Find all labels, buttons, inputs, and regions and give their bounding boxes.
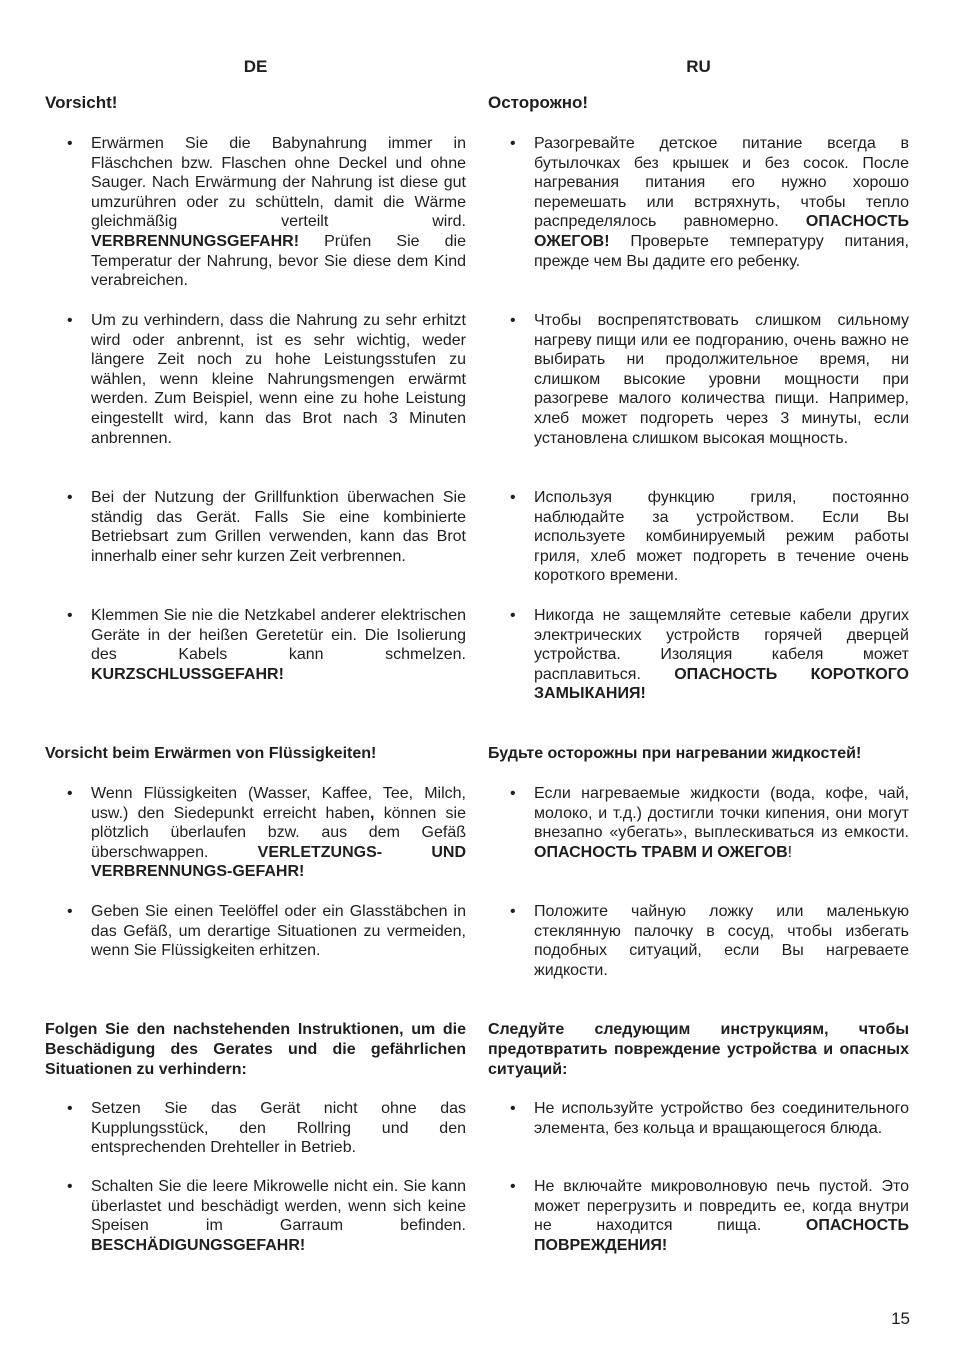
warning-heading: Vorsicht!: [45, 93, 118, 112]
danger-label: KURZSCHLUSSGEFAHR!: [91, 665, 284, 683]
bullet: •: [67, 312, 73, 329]
section-heading: Vorsicht beim Erwärmen von Flüssigkeiten!: [45, 745, 377, 762]
bullet: •: [510, 607, 516, 624]
list-item-text: Wenn Flüssigkeiten (Wasser, Kaffee, Tee, Milch, usw.) den Siedepunkt erreicht haben, können sie plötzlich überlaufen bzw. aus dem Gefäß überschwappen. VERLETZUNGS- UND VERBRENNUNGS-GEFAHR!: [91, 785, 466, 881]
bullet: •: [510, 903, 516, 920]
list-item-text: Разогревайте детское питание всегда в бутылочках без крышек и без сосок. После нагревания питания его нужно хорошо перемешать или встряхнуть, чтобы тепло распределялось равномерно. ОПАСНОСТЬ ОЖЕГОВ! Проверьте температуру питания, прежде чем Вы дадите его ребенку.: [534, 135, 909, 270]
danger-label: ОПАСНОСТЬ ПОВРЕЖДЕНИЯ!: [534, 1217, 909, 1254]
bullet: •: [67, 1100, 73, 1117]
list-item-text: Setzen Sie das Gerät nicht ohne das Kupplungsstück, den Rollring und den entsprechenden Drehteller in Betrieb.: [91, 1100, 466, 1157]
section-heading: Будьте осторожны при нагревании жидкостей!: [488, 745, 862, 762]
bullet: •: [510, 1178, 516, 1195]
danger-label: VERLETZUNGS- UND VERBRENNUNGS-GEFAHR!: [91, 843, 466, 881]
list-item-text: Положите чайную ложку или маленькую стеклянную палочку в сосуд, чтобы избегать подобных ситуаций, если Вы нагреваете жидкости.: [534, 903, 909, 979]
bullet: •: [67, 607, 73, 624]
bullet: •: [67, 489, 73, 506]
bullet: •: [510, 312, 516, 329]
bullet: •: [67, 903, 73, 920]
list-item-text: Не включайте микроволновую печь пустой. Это может перегрузить и повредить ее, когда внутри не находится пища. ОПАСНОСТЬ ПОВРЕЖДЕНИЯ!: [534, 1178, 909, 1254]
list-item-text: Schalten Sie die leere Mikrowelle nicht ein. Sie kann überlastet und beschädigt werden, wenn sich keine Speisen im Garraum befinden. BESCHÄDIGUNGSGEFAHR!: [91, 1178, 466, 1254]
list-item-text: Geben Sie einen Teelöffel oder ein Glasstäbchen in das Gefäß, um derartige Situationen zu vermeiden, wenn Sie Flüssigkeiten erhitzen.: [91, 903, 466, 960]
danger-label: ОПАСНОСТЬ ОЖЕГОВ!: [534, 213, 909, 250]
danger-label: VERBRENNUNGSGEFAHR!: [91, 232, 300, 250]
list-item-text: Erwärmen Sie die Babynahrung immer in Fläschchen bzw. Flaschen ohne Deckel und ohne Sauger. Nach Erwärmung der Nahrung ist diese gut umzurühren oder zu schütteln, damit die Wärme gleichmäßig verteilt wird. VERBRENNUNGSGEFAHR! Prüfen Sie die Temperatur der Nahrung, bevor Sie diese dem Kind verabreichen.: [91, 135, 466, 290]
warning-heading: Осторожно!: [488, 93, 589, 112]
section-heading: Следуйте следующим инструкциям, чтобы предотвратить повреждение устройства и опасных ситуаций:: [488, 1021, 909, 1078]
list-item-text: Чтобы воспрепятствовать слишком сильному нагреву пищи или ее подгоранию, очень важно не выбирать ни продолжительное время, ни слишком высокие уровни мощности при разогреве малого количества пищи. Например, хлеб может подгореть через 3 минуты, если установлена слишком высокая мощность.: [534, 312, 909, 447]
list-item-text: Никогда не защемляйте сетевые кабели других электрических устройств горячей дверцей устройства. Изоляция кабеля может расплавиться. ОПАСНОСТЬ КОРОТКОГО ЗАМЫКАНИЯ!: [534, 607, 909, 703]
list-item-text: Bei der Nutzung der Grillfunktion überwachen Sie ständig das Gerät. Falls Sie eine kombinierte Betriebsart zum Grillen verwenden, kann das Brot innerhalb einer sehr kurzen Zeit verbrennen.: [91, 489, 466, 565]
danger-label: BESCHÄDIGUNGSGEFAHR!: [91, 1236, 306, 1254]
bullet: •: [510, 785, 516, 802]
danger-label: ОПАСНОСТЬ ТРАВМ И ОЖЕГОВ: [534, 843, 788, 861]
language-label: DE: [243, 57, 268, 76]
bullet: •: [67, 785, 73, 802]
bullet: •: [67, 1178, 73, 1195]
list-item-text: Klemmen Sie nie die Netzkabel anderer elektrischen Geräte in der heißen Geretetür ein. Die Isolierung des Kabels kann schmelzen. KURZSCHLUSSGEFAHR!: [91, 607, 466, 683]
bullet: •: [510, 489, 516, 506]
list-item-text: Um zu verhindern, dass die Nahrung zu sehr erhitzt wird oder anbrennt, ist es sehr wichtig, weder längere Zeit noch zu hohe Leistungsstufen zu wählen, wenn kleine Nahrungsmengen erwärmt werden. Zum Beispiel, wenn eine zu hohe Leistung eingestellt wird, kann das Brot nach 3 Minuten anbrennen.: [91, 312, 466, 447]
bullet: •: [67, 135, 73, 152]
page-number: 15: [891, 1309, 910, 1328]
danger-label: ОПАСНОСТЬ КОРОТКОГО ЗАМЫКАНИЯ!: [534, 665, 909, 703]
section-heading: Folgen Sie den nachstehenden Instruktionen, um die Beschädigung des Gerates und die gefährlichen Situationen zu verhindern:: [45, 1021, 466, 1078]
list-item-text: Не используйте устройство без соединительного элемента, без кольца и вращающегося блюда.: [534, 1100, 909, 1137]
language-label: RU: [686, 57, 711, 76]
list-item-text: Если нагреваемые жидкости (вода, кофе, чай, молоко, и т.д.) достигли точки кипения, они могут внезапно «убегать», выплескиваться из емкости. ОПАСНОСТЬ ТРАВМ И ОЖЕГОВ!: [534, 785, 909, 861]
bullet: •: [510, 1100, 516, 1117]
bullet: •: [510, 135, 516, 152]
list-item-text: Используя функцию гриля, постоянно наблюдайте за устройством. Если Вы используете комбинируемый режим работы гриля, хлеб может подгореть в течение очень короткого времени.: [534, 489, 909, 585]
